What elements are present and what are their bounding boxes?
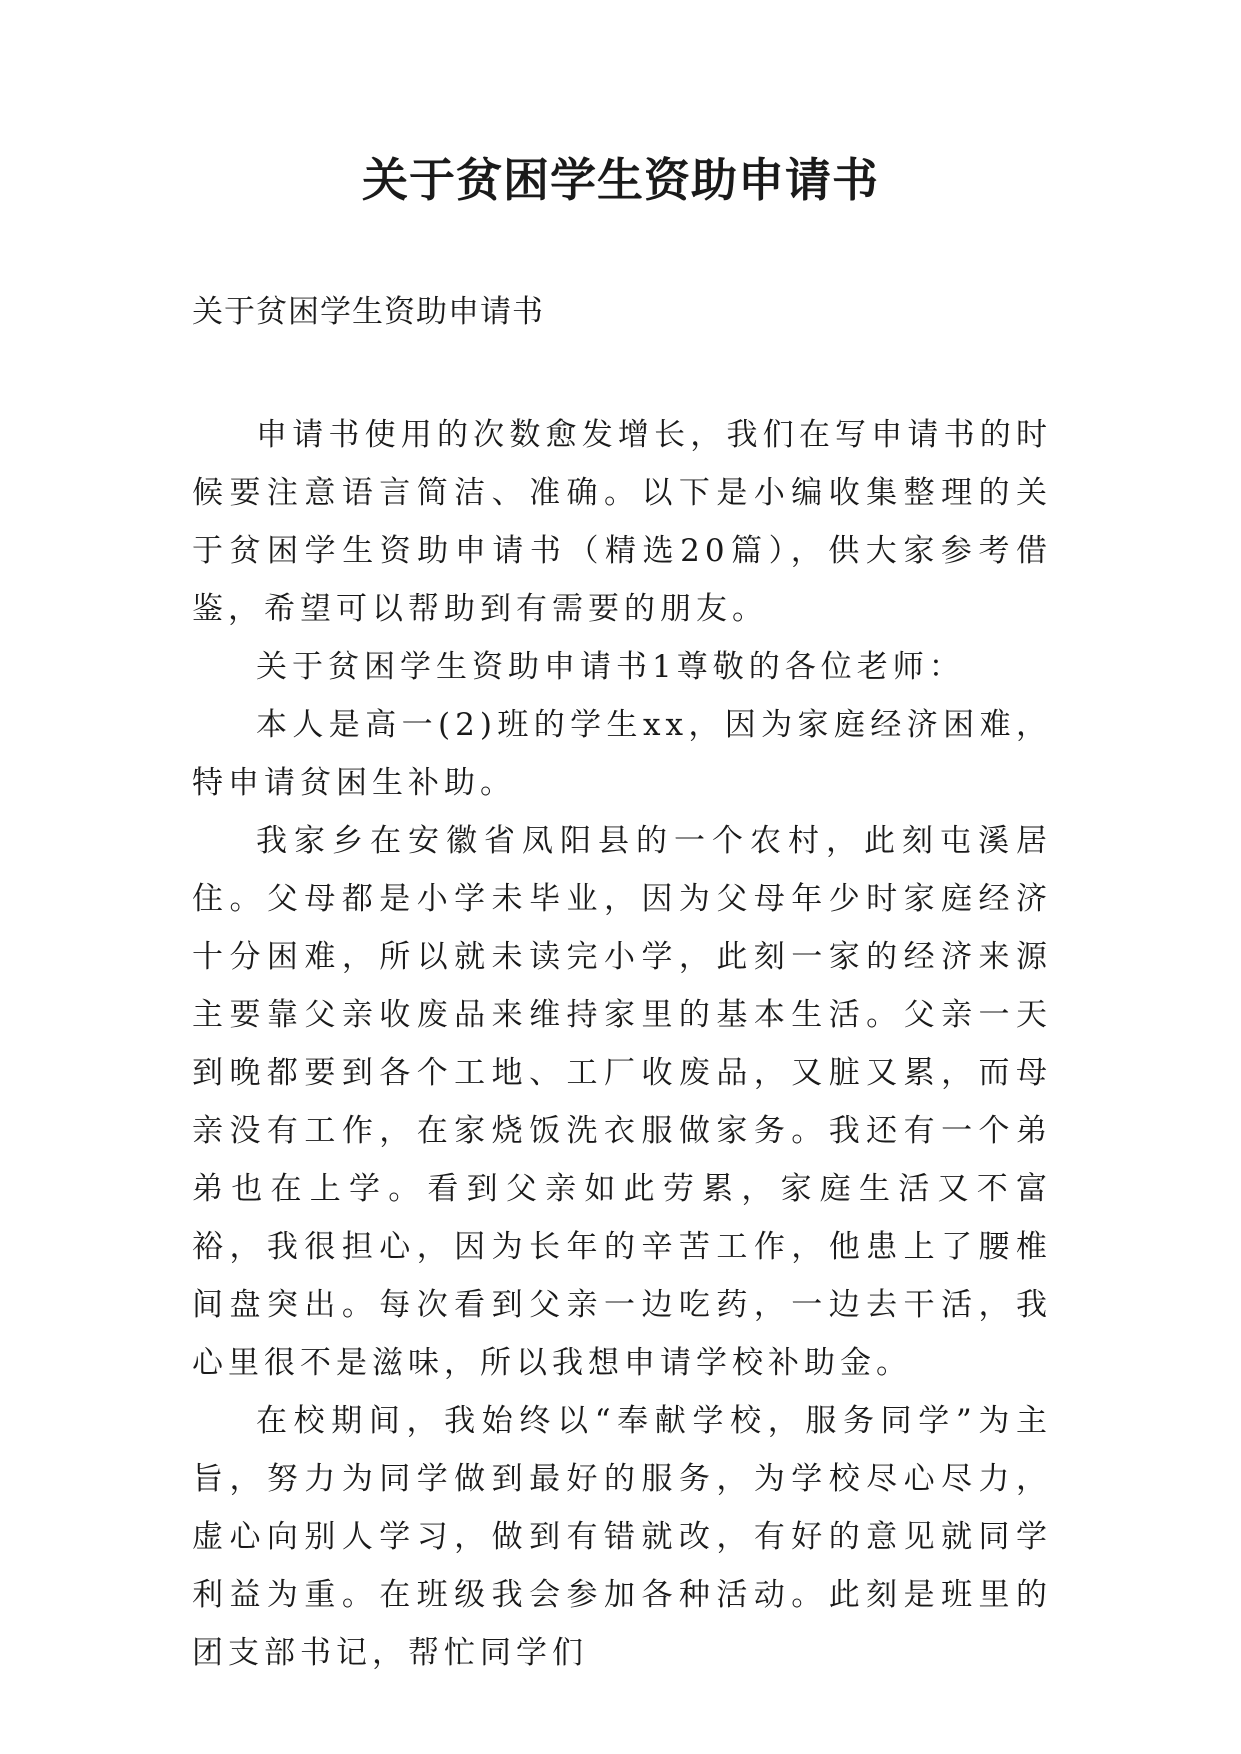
paragraph-application: 本人是高一(2)班的学生xx，因为家庭经济困难，特申请贫困生补助。 [192,707,1052,801]
paragraph-salutation: 关于贫困学生资助申请书1尊敬的各位老师： [256,649,965,685]
paragraph-school: 在校期间，我始终以“奉献学校，服务同学”为主旨，努力为同学做到最好的服务，为学校尽心尽力，虚心向别人学习，做到有错就改，有好的意见就同学利益为重。在班级我会参加各种活动。此刻是班里的团支部书记，帮忙同学们 [192,1403,1052,1671]
paragraph-family: 我家乡在安徽省凤阳县的一个农村，此刻屯溪居住。父母都是小学未毕业，因为父母年少时家庭经济十分困难，所以就未读完小学，此刻一家的经济来源主要靠父亲收废品来维持家里的基本生活。父亲一天到晚都要到各个工地、工厂收废品，又脏又累，而母亲没有工作，在家烧饭洗衣服做家务。我还有一个弟弟也在上学。看到父亲如此劳累，家庭生活又不富裕，我很担心，因为长年的辛苦工作，他患上了腰椎间盘突出。每次看到父亲一边吃药，一边去干活，我心里很不是滋味，所以我想申请学校补助金。 [192,823,1052,1381]
document-title: 关于贫困学生资助申请书 [362,153,879,207]
paragraph-intro: 申请书使用的次数愈发增长，我们在写申请书的时候要注意语言简洁、准确。以下是小编收集整理的关于贫困学生资助申请书（精选20篇），供大家参考借鉴，希望可以帮助到有需要的朋友。 [192,417,1052,627]
document-body [192,406,1052,1682]
document-subtitle: 关于贫困学生资助申请书 [192,294,544,330]
